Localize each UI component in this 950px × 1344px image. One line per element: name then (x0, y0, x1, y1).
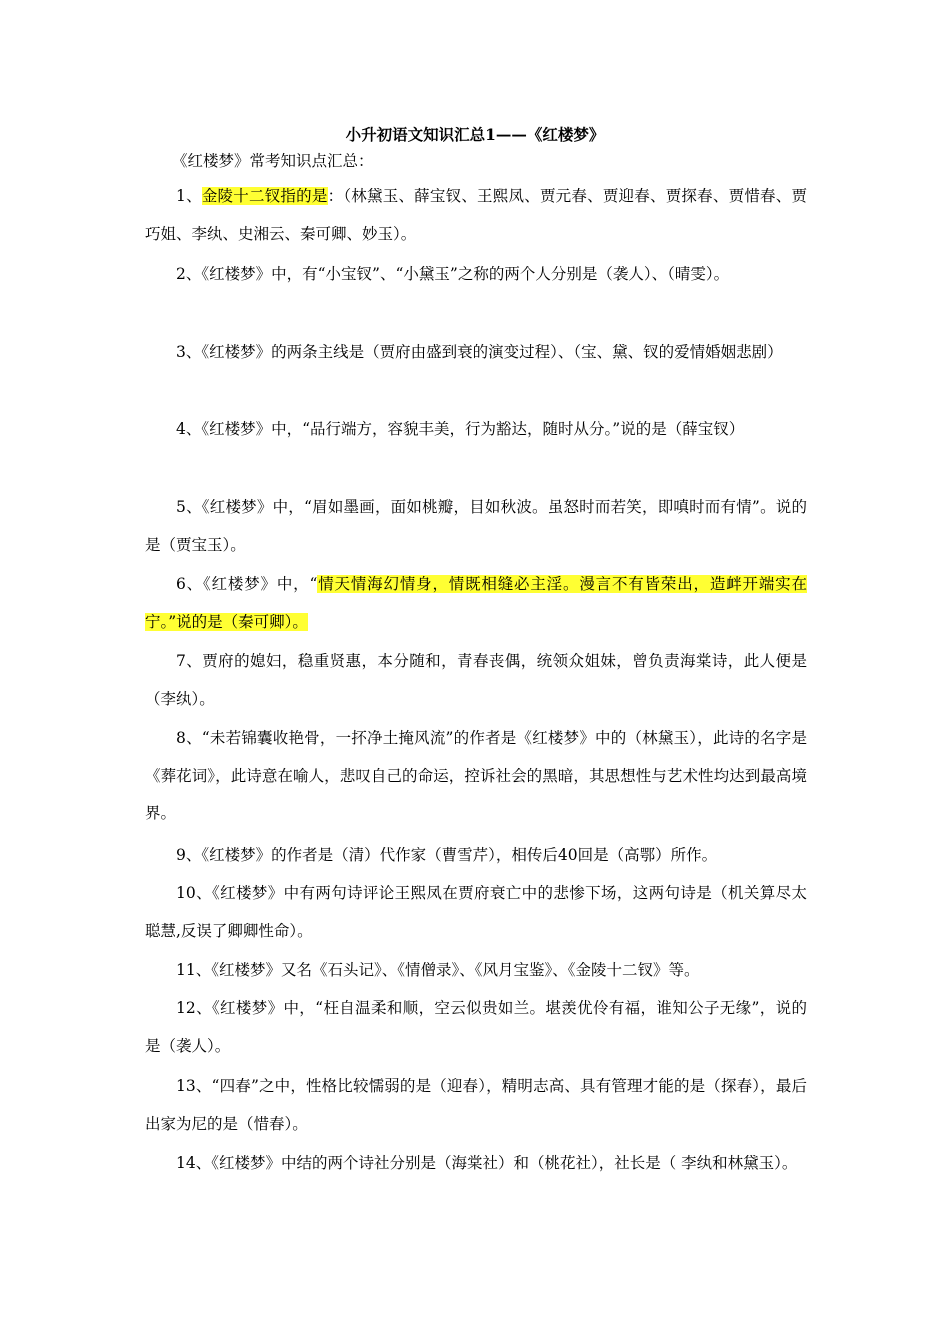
item-text: 《红楼梦》的两条主线是（贾府由盛到衰的演变过程）、（宝、黛、钗的爱情婚姻悲剧） (201, 343, 783, 361)
list-item (145, 1068, 807, 1143)
item-number: 13、 (176, 1077, 212, 1095)
highlighted-text: 情天情海幻情身，情既相缝必主淫。漫言不有皆荣出，造衅开端实在宁。”说的是（秦可卿）。 (145, 575, 807, 631)
item-number: 3、 (176, 343, 202, 361)
list-item (145, 952, 807, 990)
item-text: 《红楼梦》中，“枉自温柔和顺，空云似贵如兰。堪羡优伶有福，谁知公子无缘”，说的是（袭人）。 (145, 999, 807, 1055)
item-text: 《红楼梦》又名《石头记》、《情僧录》、《风月宝鉴》、《金陵十二钗》等。 (211, 961, 700, 979)
item-text: 《红楼梦》的作者是（清）代作家（曹雪芹），相传后40回是（高鄂）所作。 (201, 846, 718, 864)
item-number: 12、 (176, 999, 212, 1017)
item-number: 1、 (176, 187, 202, 205)
item-text: 《红楼梦》中，有“小宝钗”、“小黛玉”之称的两个人分别是（袭人）、（晴雯）。 (201, 265, 730, 283)
list-item (145, 875, 807, 950)
item-text: 《红楼梦》中有两句诗评论王熙凤在贾府衰亡中的悲惨下场，这两句诗是（机关算尽太聪慧,反误了卿卿性命）。 (145, 884, 807, 940)
highlighted-text: 金陵十二钗指的是 (201, 187, 328, 205)
page-title: 小升初语文知识汇总1——《红楼梦》 (345, 125, 605, 144)
list-item (145, 489, 807, 564)
list-item (145, 334, 807, 372)
item-text: 贾府的媳妇，稳重贤惠，本分随和，青春丧偶，统领众姐妹，曾负责海棠诗，此人便是（李纨）。 (145, 652, 807, 708)
list-item (145, 643, 807, 718)
item-text: “四春”之中，性格比较懦弱的是（迎春），精明志高、具有管理才能的是（探春），最后出家为尼的是（惜春）。 (145, 1077, 807, 1133)
item-number: 5、 (176, 498, 202, 516)
list-item (145, 720, 807, 833)
list-item (145, 566, 807, 641)
list-item (145, 178, 807, 253)
item-number: 14、 (176, 1154, 212, 1172)
item-number: 11、 (176, 961, 212, 979)
list-item (145, 1145, 807, 1183)
item-text: “未若锦囊收艳骨，一抔净土掩风流”的作者是《红楼梦》中的（林黛玉），此诗的名字是《葬花词》，此诗意在喻人，悲叹自己的命运，控诉社会的黑暗，其思想性与艺术性均达到最高境界。 (145, 729, 807, 822)
item-number: 6、 (176, 575, 203, 593)
item-text: 《红楼梦》中，“品行端方，容貌丰美，行为豁达，随时从分。”说的是（薛宝钗） (201, 420, 745, 438)
item-number: 10、 (176, 884, 212, 902)
item-number: 2、 (176, 265, 202, 283)
item-text: ：（林黛玉、薛宝钗、王熙凤、贾元春、贾迎春、贾探春、贾惜春、贾巧姐、李纨、史湘云、秦可卿、妙玉）。 (145, 187, 807, 243)
item-number: 9、 (176, 846, 202, 864)
section-heading: 《红楼梦》常考知识点汇总： (172, 152, 374, 170)
list-item (145, 256, 807, 294)
list-item (145, 990, 807, 1065)
item-text: 《红楼梦》中，“眉如墨画，面如桃瓣，目如秋波。虽怒时而若笑，即嗔时而有情”。说的是（贾宝玉）。 (145, 498, 807, 554)
item-text: 《红楼梦》中结的两个诗社分别是（海棠社）和（桃花社），社长是（ 李纨和林黛玉）。 (211, 1154, 798, 1172)
list-item (145, 837, 807, 875)
item-number: 4、 (176, 420, 202, 438)
item-number: 8、 (176, 729, 202, 747)
item-text: 《红楼梦》中，“ (203, 575, 318, 593)
list-item (145, 411, 807, 449)
item-number: 7、 (176, 652, 203, 670)
